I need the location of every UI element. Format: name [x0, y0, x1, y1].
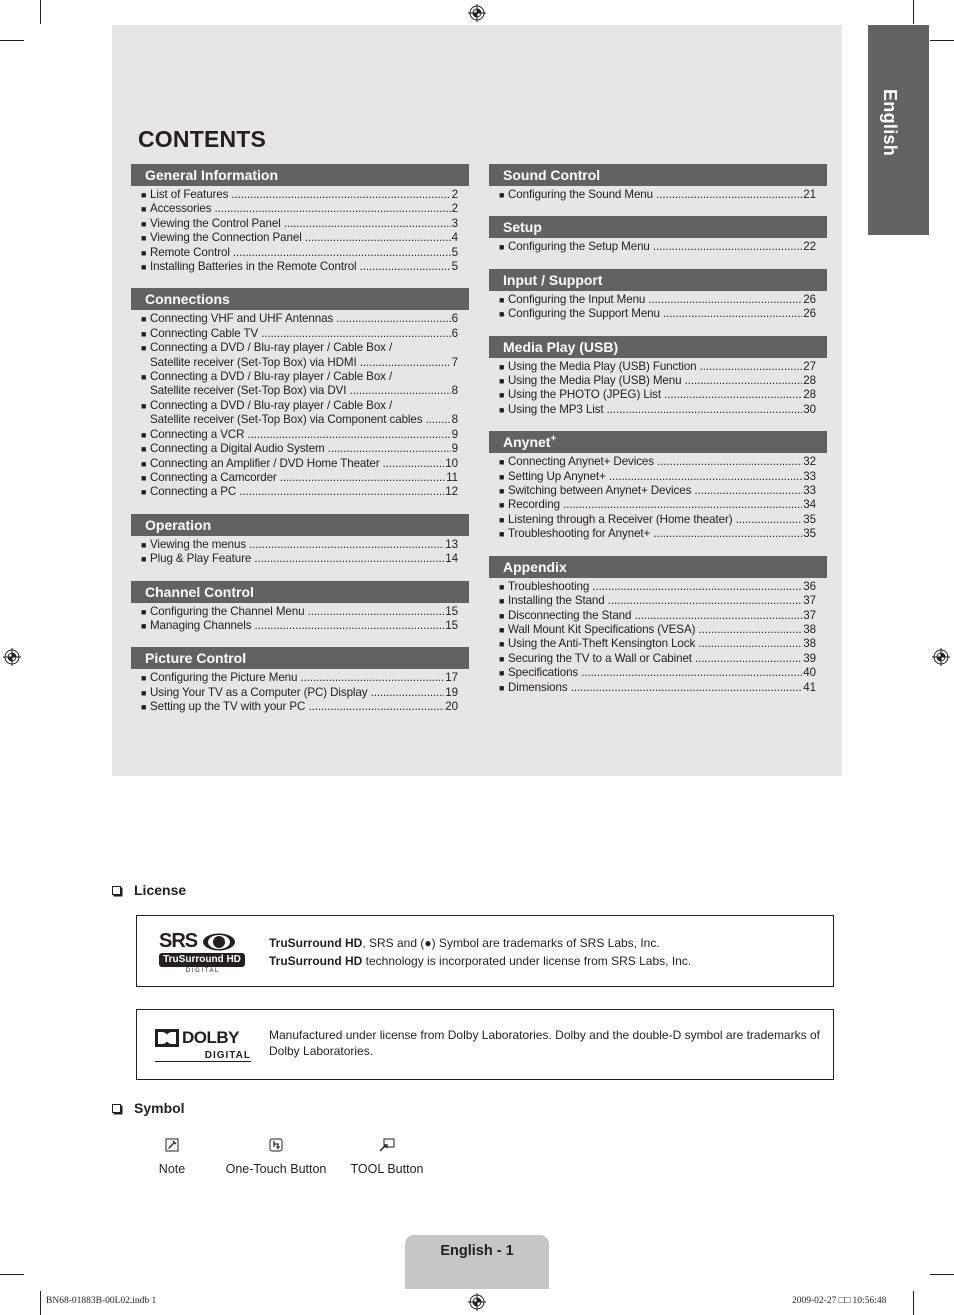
srs-license-text	[269, 934, 691, 970]
crop-mark	[913, 0, 914, 24]
toc-entry-text: Connecting a DVD / Blu-ray player / Cable Box /	[150, 398, 393, 412]
toc-entry-text: Connecting a PC .....	[150, 485, 444, 499]
toc-entry-list	[131, 536, 469, 567]
toc-entry-page: 38	[803, 637, 816, 651]
toc-entry[interactable]	[141, 246, 458, 260]
toc-entry-page: 32	[803, 455, 816, 469]
toc-section-heading-label: Media Play (USB)	[503, 338, 619, 355]
toc-section	[131, 514, 469, 567]
square-bullet-icon: ■	[499, 390, 505, 401]
toc-entry-text: Setting Up Anynet+ .....	[508, 470, 802, 484]
toc-entry-text: Configuring the Setup Menu .....	[508, 240, 802, 254]
toc-entry[interactable]	[141, 552, 458, 566]
square-bullet-icon: ■	[141, 314, 147, 325]
square-bullet-icon: ■	[499, 404, 505, 415]
page-title: CONTENTS	[138, 126, 267, 152]
toc-entry-text: Viewing the menus .....	[150, 538, 444, 552]
toc-entry-text: Using the PHOTO (JPEG) List .....	[508, 388, 802, 402]
toc-entry-page: 14	[445, 552, 458, 566]
toc-entry-continuation[interactable]	[141, 413, 458, 427]
toc-entry-page: 26	[803, 307, 816, 321]
crop-mark	[0, 40, 24, 41]
toc-entry-text: Connecting a DVD / Blu-ray player / Cable Box /	[150, 370, 393, 384]
toc-entry-page: 10	[445, 456, 458, 470]
square-bullet-icon: ■	[141, 218, 147, 229]
toc-section-heading-label: Channel Control	[145, 583, 254, 600]
page-number-tab	[405, 1235, 549, 1289]
toc-section	[489, 556, 827, 695]
toc-entry-page: 5	[451, 245, 458, 259]
toc-entry-text: Connecting a Camcorder .....	[150, 471, 445, 485]
square-bullet-icon: ■	[141, 487, 147, 498]
toc-section-heading	[489, 336, 827, 358]
toc-entry-page: 39	[803, 651, 816, 665]
toc-entry-text: Using the Media Play (USB) Function .....	[508, 360, 802, 374]
square-bullet-icon: ■	[141, 458, 147, 469]
toc-section	[131, 164, 469, 274]
toc-entry-text: Recording .....	[508, 498, 802, 512]
toc-entry-page: 2	[451, 202, 458, 216]
language-tab	[868, 25, 929, 235]
note-icon	[165, 1138, 179, 1152]
print-slug-left: BN68-01883B-00L02.indb 1	[46, 1296, 157, 1306]
toc-entry-page: 36	[803, 579, 816, 593]
toc-entry-text: Installing Batteries in the Remote Control .....	[150, 260, 451, 274]
toc-entry[interactable]	[141, 260, 458, 274]
registration-mark-icon	[3, 648, 21, 666]
toc-entry[interactable]	[141, 605, 458, 619]
toc-entry[interactable]	[499, 527, 816, 541]
toc-entry-text: Switching between Anynet+ Devices .....	[508, 484, 802, 498]
toc-entry-text: Configuring the Picture Menu .....	[150, 671, 444, 685]
toc-right-column	[489, 164, 827, 709]
square-bullet-icon: ■	[141, 190, 147, 200]
toc-entry-text: Viewing the Control Panel .....	[150, 217, 451, 231]
toc-entry-list	[489, 186, 827, 202]
toc-section	[131, 288, 469, 499]
toc-entry-page: 37	[803, 608, 816, 622]
toc-entry-text: Satellite receiver (Set-Top Box) via HDMI .....	[150, 356, 451, 370]
toc-entry-page: 12	[445, 485, 458, 499]
square-bullet-icon: ■	[499, 610, 505, 621]
checkbox-bullet-icon	[112, 886, 121, 895]
toc-entry-list	[489, 358, 827, 418]
toc-entry-list	[131, 603, 469, 634]
dolby-license-box	[136, 1009, 834, 1080]
toc-entry-text: Connecting an Amplifier / DVD Home Theater .....	[150, 457, 444, 471]
toc-entry[interactable]	[141, 457, 458, 471]
symbol-one-touch-label: One-Touch Button	[225, 1162, 327, 1176]
toc-entry-text: Specifications .....	[508, 666, 802, 680]
srs-logo-text: SRS	[159, 930, 198, 952]
toc-entry-page: 33	[803, 469, 816, 483]
dolby-logo-sub: DIGITAL	[204, 1050, 251, 1061]
square-bullet-icon: ■	[141, 673, 147, 684]
square-bullet-icon: ■	[141, 328, 147, 339]
toc-entry-page: 5	[451, 260, 458, 274]
dolby-logo	[155, 1028, 255, 1064]
toc-entry-list	[131, 669, 469, 714]
toc-entry-page: 35	[803, 512, 816, 526]
toc-entry[interactable]	[141, 370, 458, 384]
toc-section-heading	[131, 288, 469, 310]
square-bullet-icon: ■	[499, 486, 505, 497]
toc-entry-text: Satellite receiver (Set-Top Box) via DVI .....	[150, 384, 451, 398]
toc-entry-page: 13	[445, 537, 458, 551]
toc-entry-page: 40	[803, 666, 816, 680]
toc-entry-page: 15	[445, 604, 458, 618]
toc-entry[interactable]	[141, 188, 458, 202]
toc-entry[interactable]	[499, 609, 816, 623]
toc-entry[interactable]	[499, 484, 816, 498]
square-bullet-icon: ■	[499, 596, 505, 607]
srs-line2-bold: TruSurround HD	[269, 954, 363, 968]
dolby-double-d-icon	[155, 1029, 179, 1047]
toc-entry-text: Using the MP3 List .....	[508, 403, 802, 417]
symbol-note-label: Note	[158, 1162, 186, 1176]
toc-entry-text: Securing the TV to a Wall or Cabinet .....	[508, 652, 802, 666]
toc-entry-text: Using the Media Play (USB) Menu .....	[508, 374, 802, 388]
registration-mark-icon	[468, 1293, 486, 1311]
square-bullet-icon: ■	[499, 624, 505, 635]
crop-mark	[913, 1291, 914, 1315]
toc-entry-page: 11	[446, 470, 458, 484]
square-bullet-icon: ■	[141, 204, 147, 215]
toc-entry[interactable]	[499, 374, 816, 388]
toc-entry-page: 15	[445, 618, 458, 632]
toc-section-heading-label: General Information	[145, 167, 279, 183]
square-bullet-icon: ■	[141, 554, 147, 565]
toc-entry-text: Connecting Cable TV .....	[150, 327, 451, 341]
square-bullet-icon: ■	[499, 376, 505, 387]
toc-entry[interactable]	[499, 455, 816, 469]
toc-entry-page: 41	[803, 680, 816, 694]
toc-entry-page: 3	[451, 216, 458, 230]
toc-section-heading	[489, 556, 827, 578]
square-bullet-icon: ■	[499, 500, 505, 511]
square-bullet-icon: ■	[141, 539, 147, 550]
symbol-note	[142, 1138, 202, 1176]
toc-section-heading	[489, 216, 827, 238]
toc-entry[interactable]	[499, 666, 816, 680]
toc-entry[interactable]	[141, 341, 458, 355]
toc-section-heading-label: Picture Control	[145, 650, 247, 667]
registration-mark-icon	[932, 648, 950, 666]
toc-entry-page: 30	[803, 402, 816, 416]
language-tab-label: English	[880, 89, 900, 157]
toc-entry[interactable]	[499, 498, 816, 512]
toc-entry[interactable]	[499, 403, 816, 417]
square-bullet-icon: ■	[499, 361, 505, 372]
toc-section-heading	[131, 164, 469, 186]
toc-entry-text: Disconnecting the Stand .....	[508, 609, 802, 623]
toc-entry[interactable]	[499, 513, 816, 527]
toc-entry-page: 22	[803, 240, 816, 254]
page-number-label: English - 1	[440, 1243, 514, 1259]
crop-mark	[0, 1274, 24, 1275]
toc-section-heading-label: Connections	[145, 291, 230, 308]
toc-entry-list	[489, 291, 827, 322]
toc-entry[interactable]	[499, 240, 816, 254]
srs-line1-rest: , SRS and (●) Symbol are trademarks of SRS Labs, Inc.	[362, 936, 660, 950]
toc-entry-text: Plug & Play Feature .....	[150, 552, 444, 566]
toc-entry-list	[489, 453, 827, 541]
toc-entry-text: Connecting a VCR .....	[150, 428, 451, 442]
toc-section	[489, 164, 827, 202]
toc-entry-text: Remote Control .....	[150, 246, 451, 260]
square-bullet-icon: ■	[499, 529, 505, 540]
toc-entry-text: Wall Mount Kit Specifications (VESA) .....	[508, 623, 802, 637]
square-bullet-icon: ■	[499, 639, 505, 650]
square-bullet-icon: ■	[141, 372, 147, 383]
symbol-tool-label: TOOL Button	[350, 1162, 424, 1176]
toc-entry-page: 8	[451, 413, 458, 427]
toc-entry-text: Configuring the Channel Menu .....	[150, 605, 444, 619]
toc-entry-text: List of Features .....	[150, 188, 451, 202]
toc-section-heading	[489, 431, 827, 453]
toc-entry-page: 4	[451, 231, 458, 245]
toc-section	[489, 431, 827, 541]
toc-entry-text: Managing Channels .....	[150, 619, 444, 633]
toc-section-heading-label: Operation	[145, 516, 212, 533]
crop-mark	[930, 1274, 954, 1275]
toc-entry-text: Installing the Stand .....	[508, 594, 802, 608]
toc-section-heading	[489, 269, 827, 291]
square-bullet-icon: ■	[499, 242, 505, 253]
registration-mark-icon	[468, 4, 486, 22]
toc-entry-text: Using the Anti-Theft Kensington Lock .....	[508, 637, 802, 651]
square-bullet-icon: ■	[141, 400, 147, 411]
toc-entry[interactable]	[141, 399, 458, 413]
toc-entry[interactable]	[141, 700, 458, 714]
toc-entry-page: 27	[803, 359, 816, 373]
toc-entry[interactable]	[141, 471, 458, 485]
toc-entry-continuation[interactable]	[141, 384, 458, 398]
square-bullet-icon: ■	[141, 262, 147, 273]
square-bullet-icon: ■	[141, 233, 147, 244]
toc-entry-page: 21	[803, 188, 816, 201]
toc-entry-text: Dimensions .....	[508, 681, 802, 695]
toc-entry-page: 34	[803, 498, 816, 512]
toc-entry-page: 28	[803, 388, 816, 402]
toc-entry-page: 6	[451, 312, 458, 326]
toc-entry[interactable]	[141, 442, 458, 456]
square-bullet-icon: ■	[141, 429, 147, 440]
srs-line2-rest: technology is incorporated under license from SRS Labs, Inc.	[362, 954, 692, 968]
toc-entry[interactable]	[141, 671, 458, 685]
toc-entry-list	[489, 238, 827, 254]
toc-left-column	[131, 164, 469, 729]
toc-entry-text: Connecting Anynet+ Devices .....	[508, 455, 802, 469]
toc-entry[interactable]	[141, 686, 458, 700]
toc-entry-text: Connecting a Digital Audio System .....	[150, 442, 451, 456]
toc-section-heading-label: Setup	[503, 219, 542, 236]
toc-entry[interactable]	[499, 360, 816, 374]
toc-entry-page: 19	[445, 685, 458, 699]
srs-logo	[159, 930, 249, 976]
toc-entry-page: 28	[803, 374, 816, 388]
toc-entry-text: Configuring the Input Menu .....	[508, 293, 802, 307]
toc-entry-list	[131, 186, 469, 274]
toc-entry[interactable]	[499, 388, 816, 402]
toc-entry-text: Viewing the Connection Panel .....	[150, 231, 451, 245]
crop-mark	[930, 40, 954, 41]
toc-section	[489, 216, 827, 254]
toc-entry[interactable]	[141, 428, 458, 442]
toc-entry-list	[489, 578, 827, 695]
symbol-tool	[344, 1138, 430, 1176]
toc-section-heading-label: Sound Control	[503, 167, 601, 183]
toc-section-heading-label: Appendix	[503, 558, 567, 575]
toc-entry-page: 7	[451, 355, 458, 369]
square-bullet-icon: ■	[141, 702, 147, 713]
toc-entry-page: 9	[451, 442, 458, 456]
toc-entry-page: 8	[451, 384, 458, 398]
toc-section	[131, 581, 469, 634]
toc-entry-text: Configuring the Support Menu .....	[508, 307, 802, 321]
toc-entry[interactable]	[499, 637, 816, 651]
toc-entry-text: Listening through a Receiver (Home theater) .....	[508, 513, 802, 527]
toc-section	[489, 269, 827, 322]
square-bullet-icon: ■	[141, 247, 147, 258]
toc-entry[interactable]	[499, 681, 816, 695]
square-bullet-icon: ■	[499, 294, 505, 305]
toc-entry[interactable]	[499, 652, 816, 666]
toc-entry-page: 6	[451, 326, 458, 340]
toc-entry[interactable]	[141, 231, 458, 245]
square-bullet-icon: ■	[499, 668, 505, 679]
toc-entry[interactable]	[141, 619, 458, 633]
srs-circle-symbol-icon	[199, 932, 239, 952]
toc-entry-text: Configuring the Sound Menu .....	[508, 188, 802, 202]
toc-entry-list	[131, 310, 469, 499]
square-bullet-icon: ■	[499, 309, 505, 320]
square-bullet-icon: ■	[499, 190, 505, 200]
square-bullet-icon: ■	[499, 581, 505, 592]
srs-line1-bold: TruSurround HD	[269, 936, 363, 950]
toc-entry[interactable]	[499, 307, 816, 321]
toc-section	[489, 336, 827, 418]
square-bullet-icon: ■	[141, 606, 147, 617]
toc-entry[interactable]	[499, 188, 816, 202]
toc-entry-page: 33	[803, 484, 816, 498]
toc-section-heading	[131, 581, 469, 603]
square-bullet-icon: ■	[141, 444, 147, 455]
toc-entry-continuation[interactable]	[141, 356, 458, 370]
toc-entry-text: Using Your TV as a Computer (PC) Display .....	[150, 686, 444, 700]
srs-logo-badge: TruSurround HD	[159, 953, 245, 967]
toc-entry-page: 37	[803, 594, 816, 608]
toc-entry[interactable]	[141, 485, 458, 499]
square-bullet-icon: ■	[499, 653, 505, 664]
crop-mark	[40, 1291, 41, 1315]
toc-entry[interactable]	[499, 293, 816, 307]
toc-section-heading-label: Input / Support	[503, 271, 603, 288]
square-bullet-icon: ■	[499, 682, 505, 693]
toc-entry[interactable]	[499, 623, 816, 637]
toc-entry-page: 38	[803, 622, 816, 636]
toc-entry-page: 35	[803, 527, 816, 541]
toc-section-heading	[131, 514, 469, 536]
toc-entry-text: Accessories .....	[150, 202, 451, 216]
toc-entry-text: Troubleshooting for Anynet+ .....	[508, 527, 802, 541]
square-bullet-icon: ■	[141, 620, 147, 631]
toc-entry[interactable]	[141, 217, 458, 231]
toc-entry[interactable]	[141, 202, 458, 216]
toc-entry-page: 2	[451, 188, 458, 201]
toc-entry[interactable]	[499, 470, 816, 484]
dolby-license-text: Manufactured under license from Dolby Laboratories. Dolby and the double-D symbol are trademarks of Dolby Laboratories.	[269, 1028, 820, 1058]
toc-entry-page: 20	[445, 700, 458, 714]
toc-entry[interactable]	[499, 580, 816, 594]
symbol-heading	[112, 1100, 185, 1116]
square-bullet-icon: ■	[141, 343, 147, 354]
license-heading	[112, 882, 186, 898]
license-heading-label: License	[134, 882, 187, 898]
toc-entry[interactable]	[141, 538, 458, 552]
toc-entry[interactable]	[499, 594, 816, 608]
tool-button-icon	[379, 1138, 395, 1152]
srs-logo-sub: D I G I T A L	[185, 968, 219, 974]
toc-section	[131, 647, 469, 714]
square-bullet-icon: ■	[141, 687, 147, 698]
square-bullet-icon: ■	[141, 472, 147, 483]
toc-entry[interactable]	[141, 312, 458, 326]
toc-section-heading	[489, 164, 827, 186]
toc-entry[interactable]	[141, 327, 458, 341]
symbol-heading-label: Symbol	[134, 1100, 185, 1116]
toc-entry-page: 26	[803, 292, 816, 306]
square-bullet-icon: ■	[499, 514, 505, 525]
dolby-logo-text: DOLBY	[182, 1028, 239, 1047]
toc-entry-text: Setting up the TV with your PC .....	[150, 700, 444, 714]
square-bullet-icon: ■	[499, 471, 505, 482]
print-slug-right: 2009-02-27 □□ 10:56:48	[792, 1296, 887, 1306]
toc-entry-page: 9	[451, 427, 458, 441]
symbol-one-touch	[220, 1138, 332, 1176]
toc-section-heading	[131, 647, 469, 669]
toc-section-heading-sup: +	[550, 433, 557, 445]
toc-entry-text: Connecting VHF and UHF Antennas .....	[150, 312, 451, 326]
toc-entry-text: Connecting a DVD / Blu-ray player / Cable Box /	[150, 341, 393, 355]
toc-entry-text: Satellite receiver (Set-Top Box) via Component cables .....	[150, 413, 451, 427]
one-touch-button-icon	[269, 1138, 283, 1152]
toc-section-heading-label: Anynet	[503, 434, 551, 451]
toc-entry-text: Troubleshooting .....	[508, 580, 802, 594]
toc-entry-page: 17	[445, 671, 458, 685]
srs-license-box	[136, 915, 834, 987]
checkbox-bullet-icon	[112, 1104, 121, 1113]
crop-mark	[40, 0, 41, 24]
square-bullet-icon: ■	[499, 457, 505, 468]
